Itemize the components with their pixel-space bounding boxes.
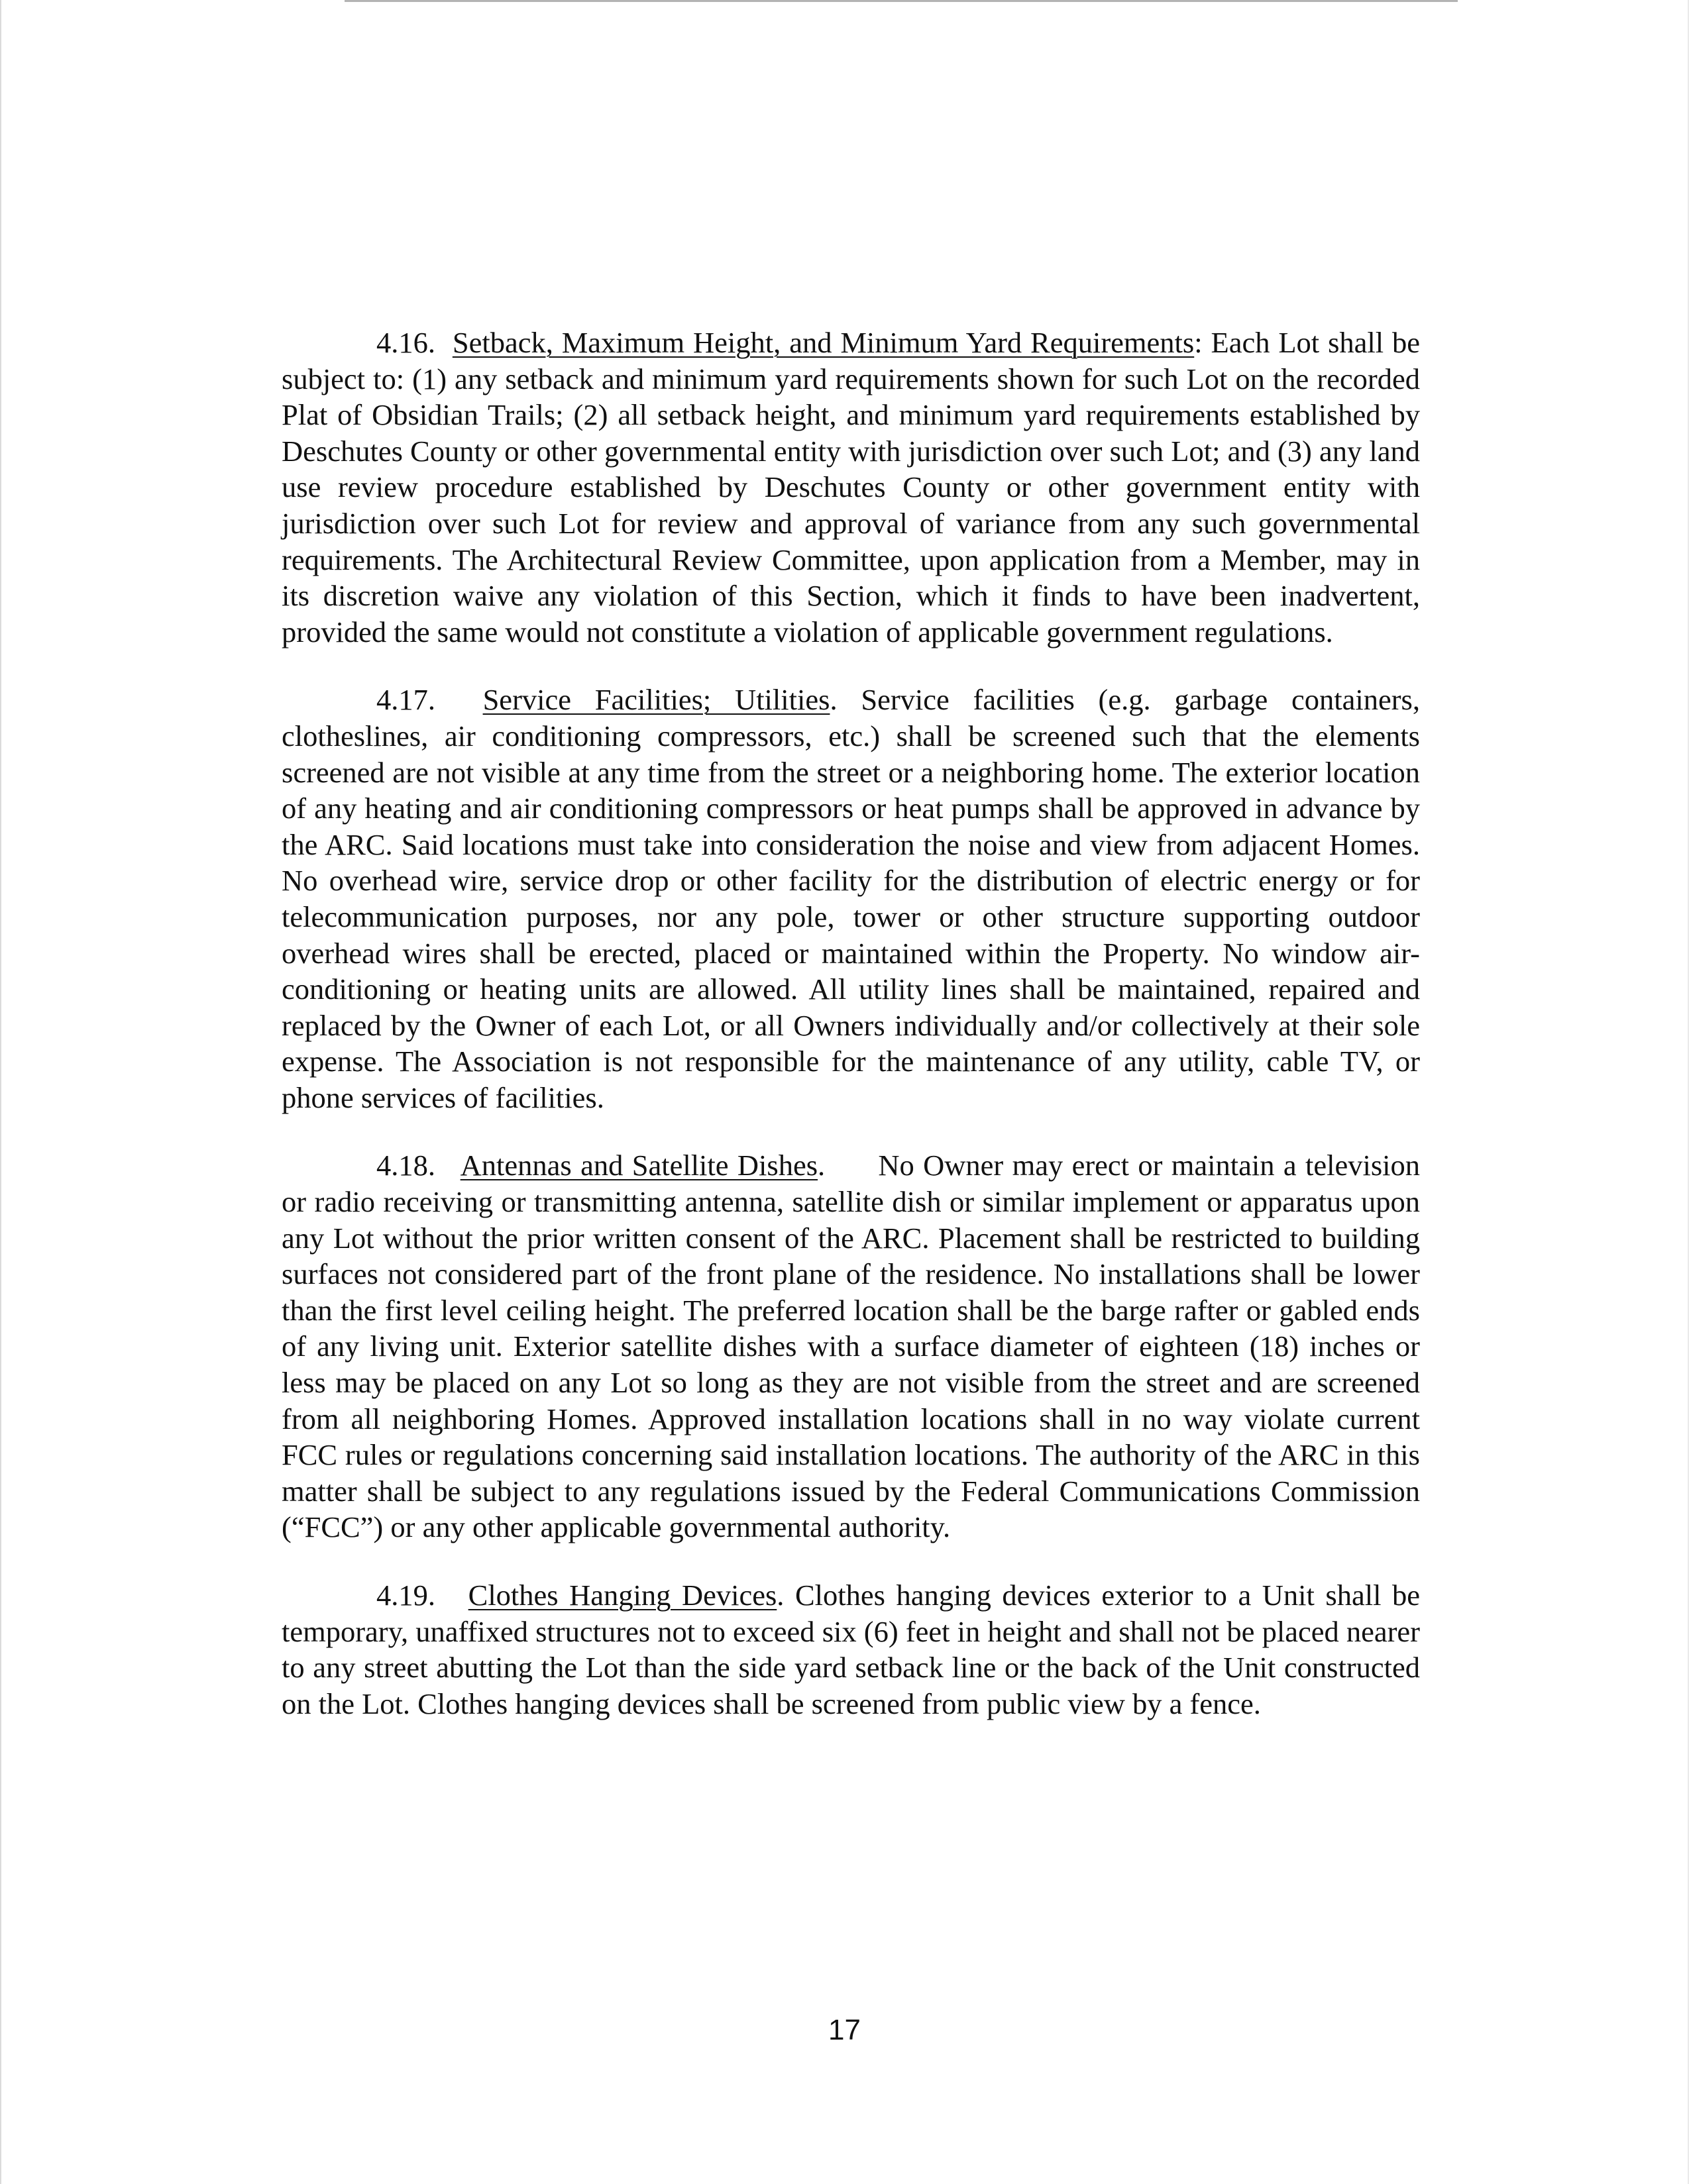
section-4-19 — [282, 1577, 1420, 1722]
document-body — [282, 325, 1420, 1722]
section-number: 4.18. — [376, 1149, 435, 1182]
section-heading: Setback, Maximum Height, and Minimum Yard Requirements — [452, 326, 1195, 359]
section-body: No Owner may erect or maintain a television or radio receiving or transmitting antenna, satellite dish or similar implement or apparatus upon any Lot without the prior written consent of the ARC. Placement shall be restricted to building surfaces not considered part of the front plane of the residence. No installations shall be lower than the first level ceiling height. The preferred location shall be the barge rafter or gabled ends of any living unit. Exterior satellite dishes with a surface diameter of eighteen (18) inches or less may be placed on any Lot so long as they are not visible from the street and are screened from all neighboring Homes. Approved installation locations shall in no way violate current FCC rules or regulations concerning said installation locations. The authority of the ARC in this matter shall be subject to any regulations issued by the Federal Communications Commission (“FCC”) or any other applicable governmental authority. — [282, 1149, 1421, 1544]
section-number: 4.19. — [376, 1579, 435, 1612]
heading-punctuation: . — [777, 1579, 785, 1612]
section-heading: Clothes Hanging Devices — [468, 1579, 777, 1612]
section-number: 4.17. — [376, 683, 435, 717]
section-body: Each Lot shall be subject to: (1) any setback and minimum yard requirements shown for such Lot on the recorded Plat of Obsidian Trails; (2) all setback height, and minimum yard requirements established by Deschutes County or other governmental entity with jurisdiction over such Lot; and (3) any land use review procedure established by Deschutes County or other government entity with jurisdiction over such Lot for review and approval of variance from any such governmental requirements. The Architectural Review Committee, upon application from a Member, may in its discretion waive any violation of this Section, which it finds to have been inadvertent, provided the same would not constitute a violation of applicable government regulations. — [282, 326, 1421, 649]
section-body: Clothes hanging devices exterior to a Unit shall be temporary, unaffixed structures not to exceed six (6) feet in height and shall not be placed nearer to any street abutting the Lot than the side yard setback line or the back of the Unit constructed on the Lot. Clothes hanging devices shall be screened from public view by a fence. — [282, 1579, 1421, 1720]
heading-punctuation: . — [830, 683, 838, 717]
scan-edge-left — [0, 0, 1, 2184]
section-4-17 — [282, 682, 1420, 1116]
section-heading: Service Facilities; Utilities — [482, 683, 830, 717]
section-body: Service facilities (e.g. garbage containers, clotheslines, air conditioning compressors, etc.) shall be screened such that the elements screened are not visible at any time from the street or a neighboring home. The exterior location of any heating and air conditioning compressors or heat pumps shall be approved in advance by the ARC. Said locations must take into consideration the noise and view from adjacent Homes. No overhead wire, service drop or other facility for the distribution of electric energy or for telecommunication purposes, nor any pole, tower or other structure supporting outdoor overhead wires shall be erected, placed or maintained within the Property. No window air-conditioning or heating units are allowed. All utility lines shall be maintained, repaired and replaced by the Owner of each Lot, or all Owners individually and/or collectively at their sole expense. The Association is not responsible for the maintenance of any utility, cable TV, or phone services of facilities. — [282, 683, 1421, 1114]
heading-punctuation: . — [818, 1149, 826, 1182]
section-heading: Antennas and Satellite Dishes — [460, 1149, 818, 1182]
heading-punctuation: : — [1194, 326, 1203, 359]
section-number: 4.16. — [376, 326, 435, 359]
section-4-18 — [282, 1147, 1420, 1545]
scan-edge-top — [345, 0, 1458, 2]
page-number: 17 — [828, 2014, 861, 2046]
section-4-16 — [282, 325, 1420, 650]
